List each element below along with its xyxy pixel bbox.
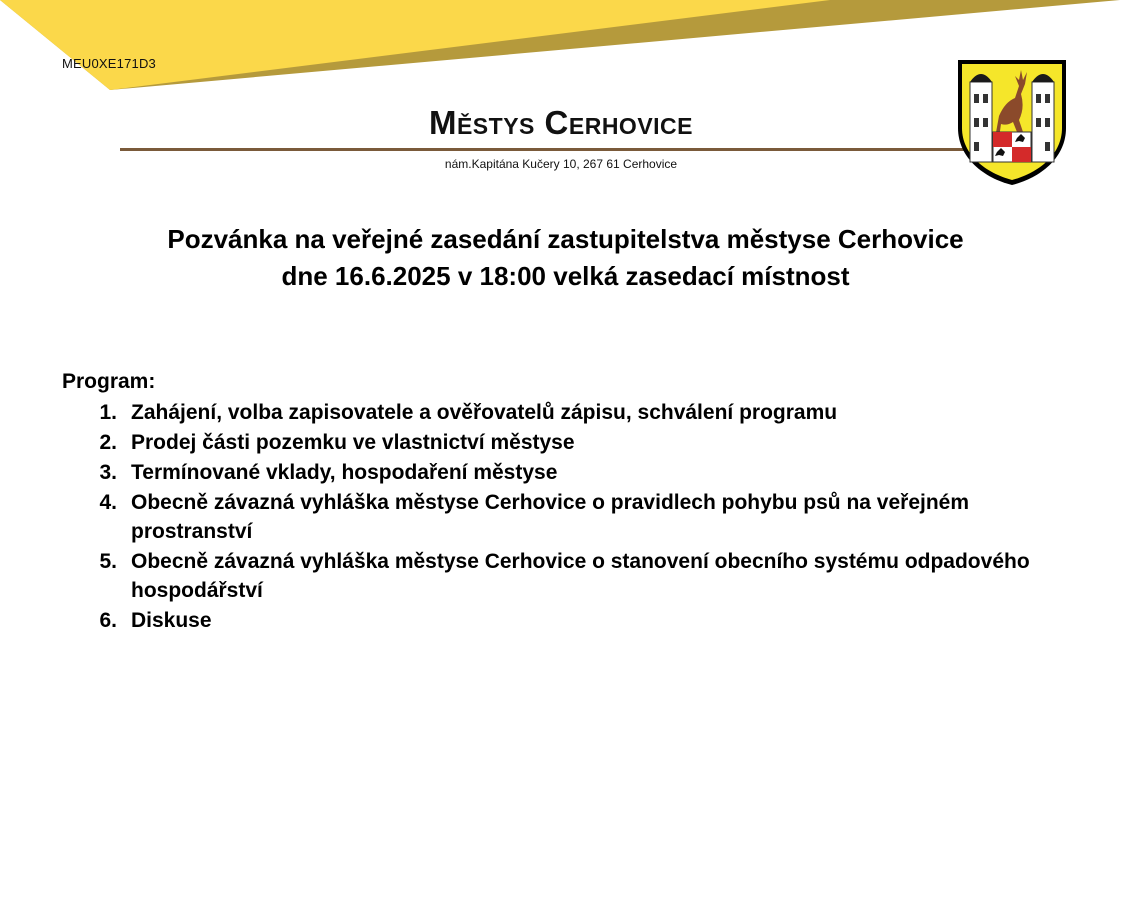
- program-heading: Program:: [62, 370, 156, 393]
- program-item-text: Diskuse: [131, 609, 212, 632]
- header-divider: [120, 148, 970, 151]
- program-item-text: Termínované vklady, hospodaření městyse: [131, 461, 558, 484]
- program-item-number: 1.: [99, 401, 117, 424]
- program-item-number: 3.: [99, 461, 117, 484]
- program-item-text: Obecně závazná vyhláška městyse Cerhovice o pravidlech pohybu psů na veřejném prostranství: [131, 491, 970, 543]
- invitation-title: [40, 221, 1091, 295]
- invitation-title-line-2: dne 16.6.2025 v 18:00 velká zasedací místnost: [281, 261, 850, 291]
- document-id: MEU0XE171D3: [62, 56, 156, 71]
- program-item: [62, 606, 1062, 635]
- program-list: [62, 398, 1062, 636]
- program-item-number: 2.: [99, 431, 117, 454]
- invitation-title-line-1: Pozvánka na veřejné zasedání zastupitelstva městyse Cerhovice: [167, 224, 964, 254]
- org-address: nám.Kapitána Kučery 10, 267 61 Cerhovice: [444, 157, 678, 171]
- program-item-text: Prodej části pozemku ve vlastnictví městyse: [131, 431, 575, 454]
- program-item: [62, 398, 1062, 427]
- banner-yellow-stripe: [0, 0, 830, 90]
- program-item: [62, 547, 1062, 605]
- program-item-number: 5.: [99, 550, 117, 573]
- program-item-number: 4.: [99, 491, 117, 514]
- program-item: [62, 458, 1062, 487]
- program-item: [62, 428, 1062, 457]
- program-item-text: Obecně závazná vyhláška městyse Cerhovice o stanovení obecního systému odpadového hospodářství: [131, 550, 1030, 602]
- program-item-number: 6.: [99, 609, 117, 632]
- program-item-text: Zahájení, volba zapisovatele a ověřovatelů zápisu, schválení programu: [131, 401, 838, 424]
- org-name: Městys Cerhovice: [428, 104, 694, 141]
- coat-of-arms-icon: [955, 58, 1069, 188]
- program-item: [62, 488, 1062, 546]
